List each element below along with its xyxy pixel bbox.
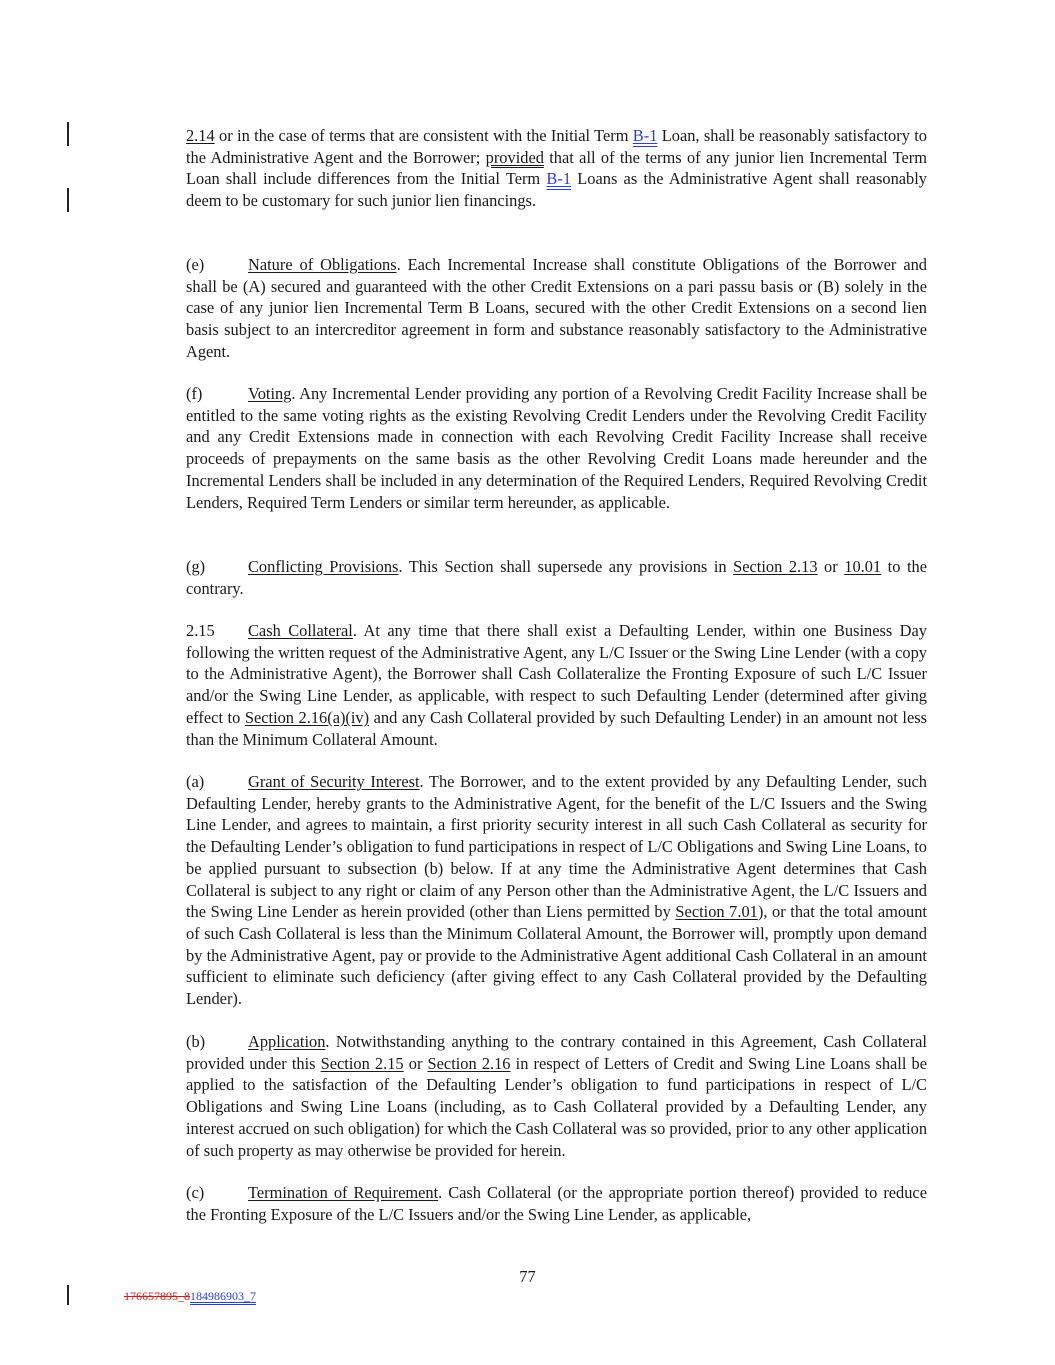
section-2-15: 2.15 Cash Collateral. At any time that there shall exist a Defaulting Lender, within one Business Day following the written request of the Administrative Agent, any L/C Issuer or the Swing Line Lender (with a copy to the Administrative Agent), the Borrower shall Cash Collateralize the Fronting Exposure of such L/C Issuer and/or the Swing Line Lender, as applicable, with respect to such Defaulting Lender (determined after giving effect to Section 2.16(a)(iv) and any Cash Collateral provided by such Defaulting Lender) in an amount not less than the Minimum Collateral Amount.: [186, 621, 927, 749]
inserted-doc-id: 184986903_7: [190, 1289, 256, 1303]
inserted-text: B-1: [632, 126, 658, 145]
paragraph-label: (c): [186, 1183, 205, 1202]
paragraph-label: (e): [186, 255, 205, 274]
continuation-paragraph: 2.14 or in the case of terms that are consistent with the Initial Term B-1 Loan, shall be reasonably satisfactory to the Administrative Agent and the Borrower; provided that all of the terms of any junior lien Incremental Term Loan shall include differences from the Initial Term B-1 Loans as the Administrative Agent shall reasonably deem to be customary for such junior lien financings.: [186, 126, 927, 211]
change-bar: [67, 122, 69, 146]
change-bar: [67, 1285, 69, 1305]
paragraph-label: (a): [186, 772, 205, 791]
section-heading: Cash Collateral: [248, 621, 353, 640]
paragraph-heading: Conflicting Provisions: [248, 557, 399, 576]
defined-term: provided: [485, 147, 544, 167]
change-bar: [67, 188, 69, 212]
paragraph-g: (g) Conflicting Provisions. This Section shall supersede any provisions in Section 2.13 or 10.01 to the contrary.: [186, 557, 927, 598]
continuation-block: [186, 125, 927, 212]
paragraph-heading: Termination of Requirement: [248, 1183, 439, 1202]
paragraph-heading: Grant of Security Interest: [248, 772, 420, 791]
deleted-doc-id: 176657895_8: [124, 1289, 190, 1303]
document-id: [124, 1289, 256, 1304]
paragraph-e: (e) Nature of Obligations. Each Incremental Increase shall constitute Obligations of the Borrower and shall be (A) secured and guaranteed with the other Credit Extensions on a pari passu basis or (B) solely in the case of any junior lien Incremental Term B Loans, secured with the other Credit Extensions on a second lien basis subject to an intercreditor agreement in form and substance reasonably satisfactory to the Administrative Agent.: [186, 255, 927, 361]
section-ref[interactable]: Section 2.16: [427, 1053, 511, 1073]
paragraph-a: (a) Grant of Security Interest. The Borrower, and to the extent provided by any Defaulting Lender, such Defaulting Lender, hereby grants to the Administrative Agent, for the benefit of the L/C Issuers and the Swing Line Lender, and agrees to maintain, a first priority security interest in all such Cash Collateral as security for the Defaulting Lender’s obligation to fund participations in respect of L/C Obligations and Swing Line Loans, to be applied pursuant to subsection (b) below. If at any time the Administrative Agent determines that Cash Collateral is subject to any right or claim of any Person other than the Administrative Agent, the L/C Issuers and the Swing Line Lender as herein provided (other than Liens permitted by Section 7.01), or that the total amount of such Cash Collateral is less than the Minimum Collateral Amount, the Borrower will, promptly upon demand by the Administrative Agent, pay or provide to the Administrative Agent additional Cash Collateral in an amount sufficient to eliminate such deficiency (after giving effect to any Cash Collateral provided by the Defaulting Lender).: [186, 772, 927, 1009]
section-ref[interactable]: Section 2.13: [733, 557, 818, 576]
paragraph-label: (f): [186, 384, 203, 403]
inserted-text: B-1: [546, 169, 572, 189]
paragraph-b: (b) Application. Notwithstanding anything to the contrary contained in this Agreement, Cash Collateral provided under this Section 2.15 or Section 2.16 in respect of Letters of Credit and Swing Line Loans shall be applied to the satisfaction of the Defaulting Lender’s obligation to fund participations in respect of L/C Obligations and Swing Line Loans (including, as to Cash Collateral provided by a Defaulting Lender, any interest accrued on such obligation) for which the Cash Collateral was so provided, prior to any other application of such property as may otherwise be provided for herein.: [186, 1032, 928, 1160]
section-ref[interactable]: Section 2.15: [320, 1053, 404, 1073]
paragraph-label: (g): [186, 557, 206, 576]
paragraph-heading: Nature of Obligations: [248, 255, 397, 274]
page-number: 77: [519, 1267, 536, 1286]
paragraph-f: (f) Voting. Any Incremental Lender providing any portion of a Revolving Credit Facility Increase shall be entitled to the same voting rights as the existing Revolving Credit Lenders under the Revolving Credit Facility and any Credit Extensions made in connection with each Revolving Credit Facility Increase shall receive proceeds of prepayments on the same basis as the other Revolving Credit Loans made hereunder and the Incremental Lenders shall be included in any determination of the Required Lenders, Required Revolving Credit Lenders, Required Term Lenders or similar term hereunder, as applicable.: [186, 384, 927, 512]
section-ref[interactable]: 2.14: [186, 126, 215, 145]
paragraph-label: (b): [186, 1032, 206, 1051]
paragraph-heading: Voting: [248, 384, 292, 403]
section-number: 2.15: [186, 621, 215, 640]
paragraph-c: (c) Termination of Requirement. Cash Collateral (or the appropriate portion thereof) provided to reduce the Fronting Exposure of the L/C Issuers and/or the Swing Line Lender, as applicable,: [186, 1183, 927, 1224]
section-ref[interactable]: Section 2.16(a)(iv): [244, 707, 370, 727]
section-ref[interactable]: 10.01: [844, 557, 882, 576]
paragraph-heading: Application: [248, 1032, 326, 1051]
section-ref[interactable]: Section 7.01: [675, 902, 758, 922]
